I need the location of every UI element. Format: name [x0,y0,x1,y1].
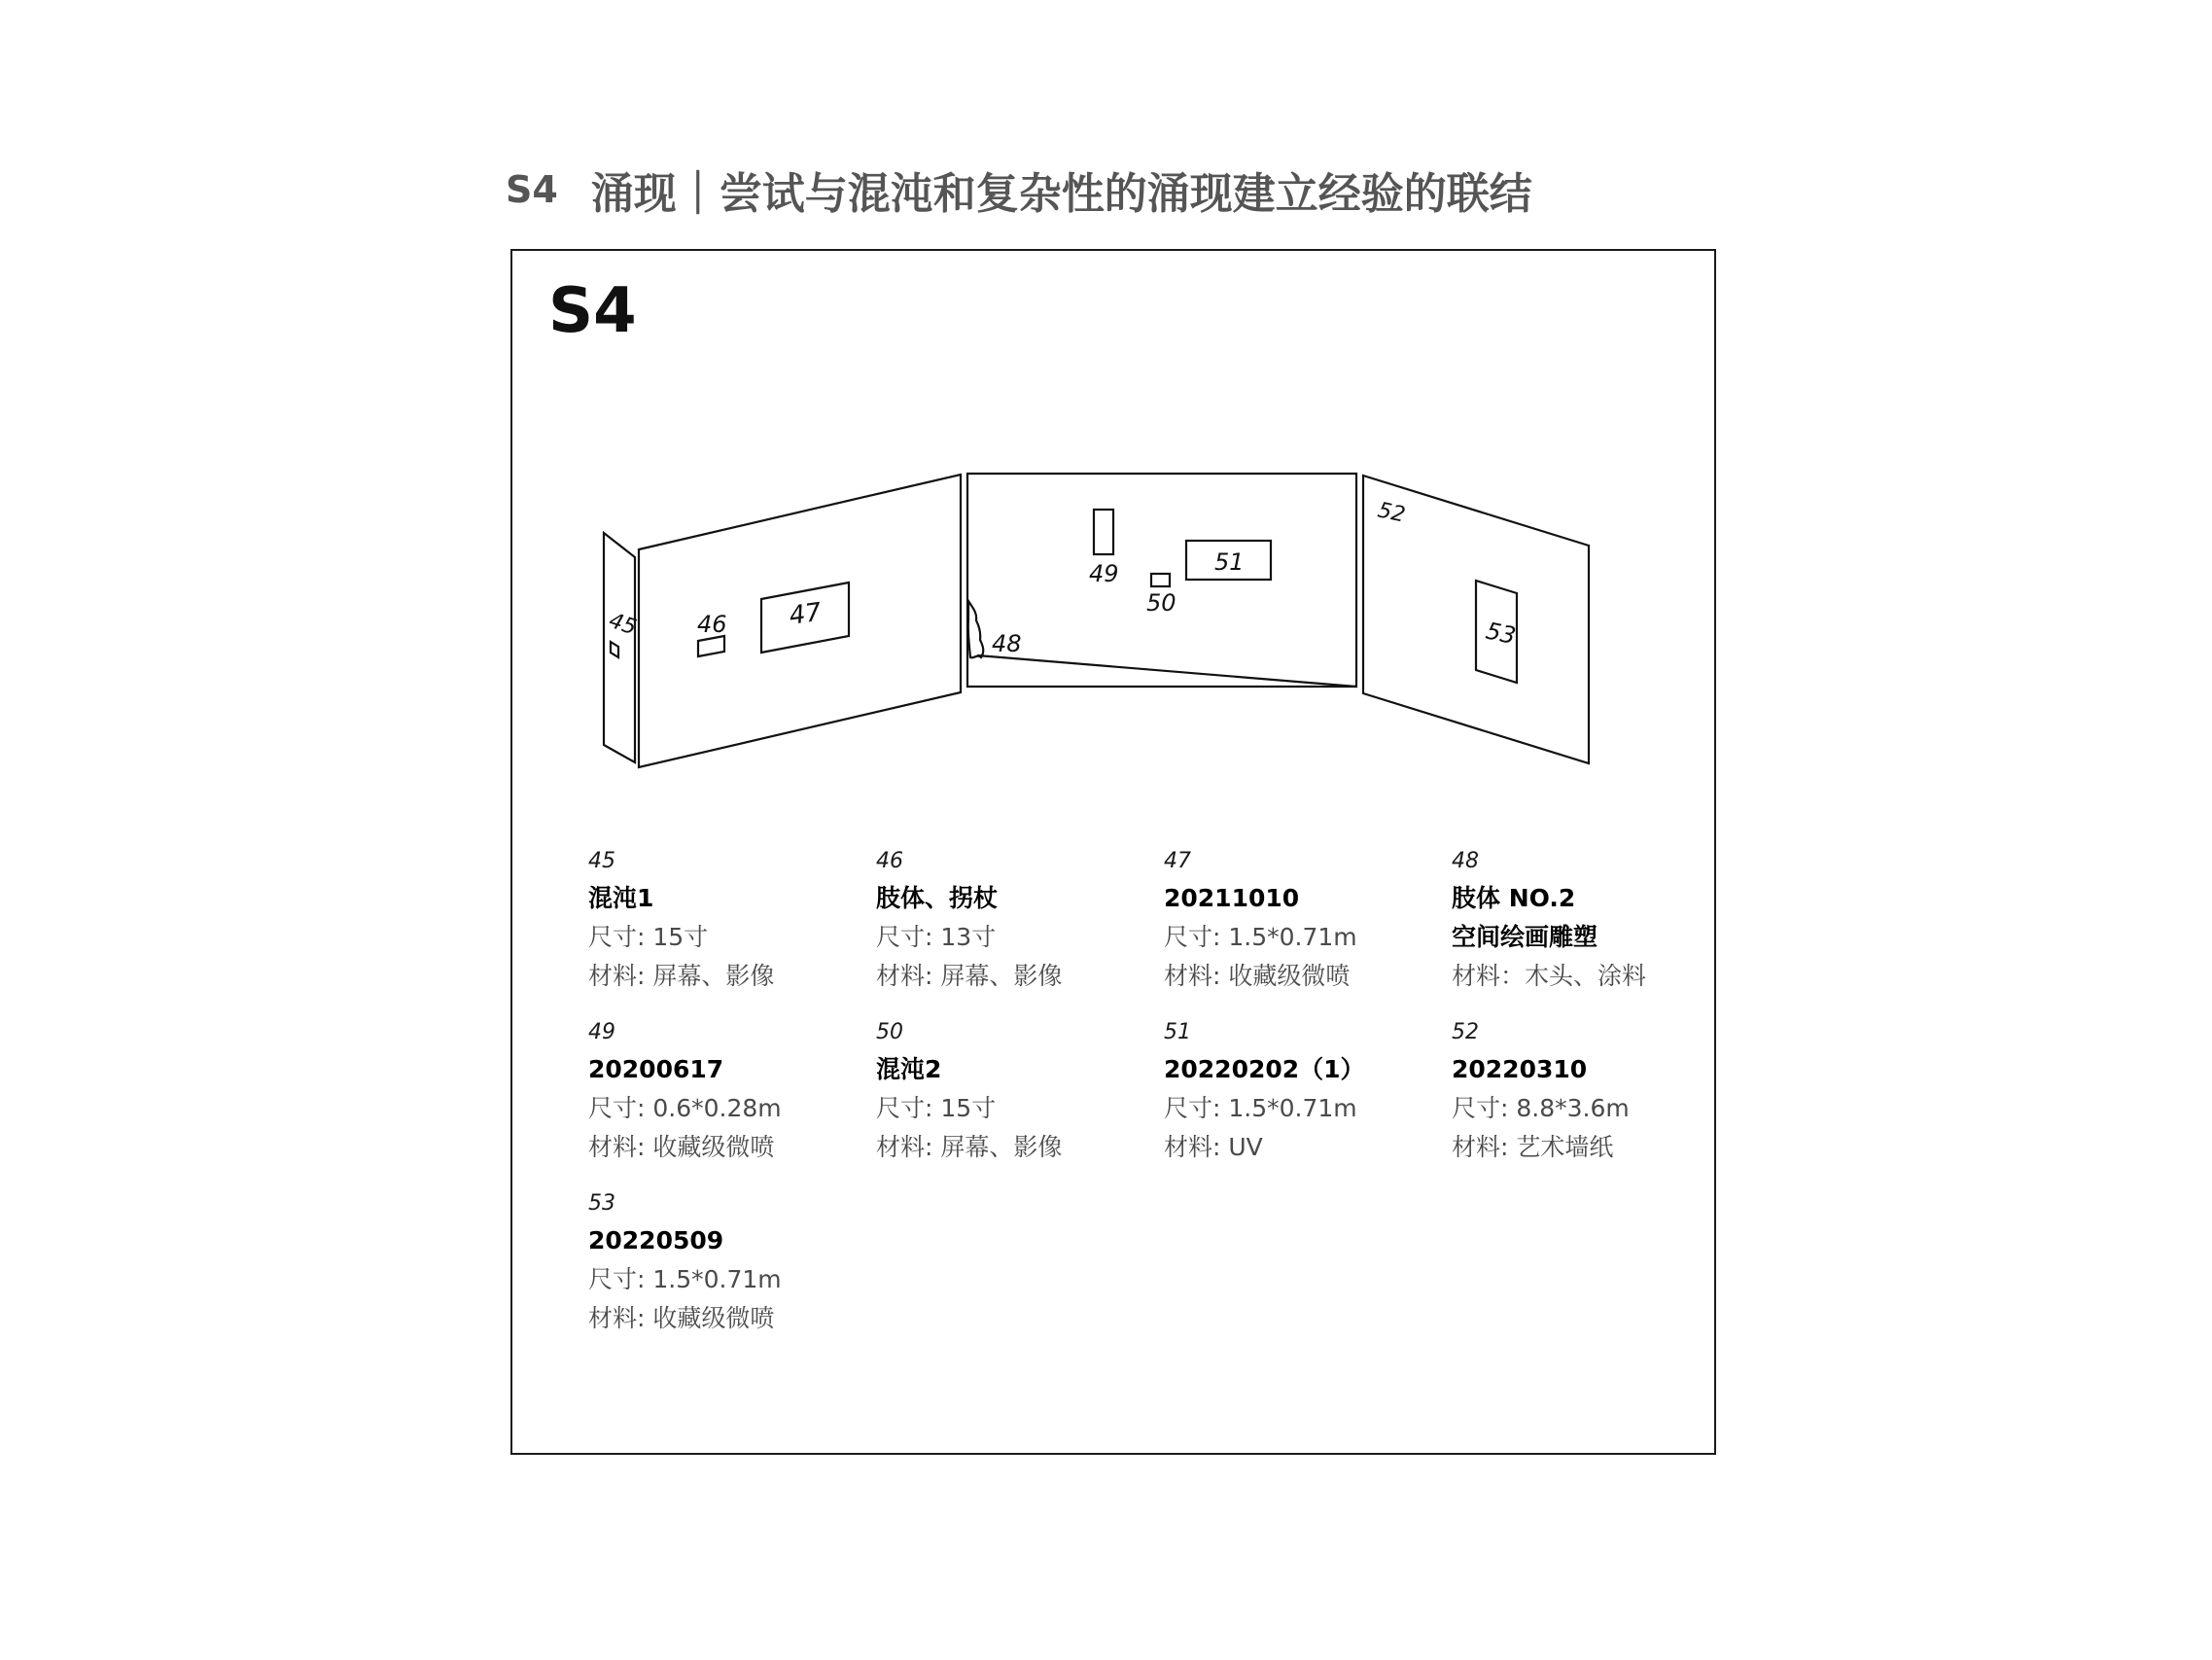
artwork-item-53 [588,1186,876,1338]
item-title: 20220310 [1452,1055,1588,1083]
item-number: 52 [1452,1020,1479,1044]
item-number: 46 [876,849,903,873]
sculpture-48-projection [977,655,1356,687]
item-title: 混沌2 [876,1055,942,1083]
wall-49-51 [967,474,1356,687]
plan-label-45: 45 [606,608,640,641]
artwork-item-52 [1452,1015,1716,1167]
plan-label-51: 51 [1214,548,1245,576]
item-size: 尺寸: 1.5*0.71m [588,1265,782,1293]
plan-label-52: 52 [1375,498,1408,528]
item-size: 尺寸: 8.8*3.6m [1452,1094,1630,1122]
item-number: 49 [588,1020,615,1044]
artwork-item-47 [1164,844,1452,996]
item-number: 48 [1452,849,1479,873]
item-material: 材料: 艺术墙纸 [1452,1133,1614,1161]
item-title: 肢体、拐杖 [876,884,999,912]
item-size: 尺寸: 1.5*0.71m [1164,923,1357,951]
artwork-list [588,844,1716,1338]
item-material: 材料: 屏幕、影像 [876,962,1063,990]
artwork-49 [1094,510,1113,554]
item-size: 尺寸: 0.6*0.28m [588,1094,782,1122]
item-size: 尺寸: 1.5*0.71m [1164,1094,1357,1122]
item-subtitle: 空间绘画雕塑 [1452,923,1598,951]
plan-label-46: 46 [697,611,727,638]
artwork-item-50 [876,1015,1164,1167]
item-material: 材料: 收藏级微喷 [588,1133,775,1161]
plan-label-49: 49 [1089,560,1119,587]
item-number: 45 [588,849,615,873]
item-size: 尺寸: 15寸 [588,923,709,951]
item-title: 20211010 [1164,884,1300,912]
plan-label-48: 48 [992,630,1022,657]
artwork-item-51 [1164,1015,1452,1167]
artwork-item-46 [876,844,1164,996]
artwork-45 [611,642,618,657]
item-material: 材料: 收藏级微喷 [588,1304,775,1332]
item-material: 材料：木头、涂料 [1452,962,1647,990]
artwork-item-49 [588,1015,876,1167]
artwork-item-48 [1452,844,1716,996]
item-material: 材料: UV [1164,1133,1263,1161]
item-number: 47 [1164,849,1191,873]
item-number: 53 [588,1191,615,1216]
item-size: 尺寸: 15寸 [876,1094,997,1122]
item-material: 材料: 屏幕、影像 [876,1133,1063,1161]
page-title: 涌现｜尝试与混沌和复杂性的涌现建立经验的联结 [590,169,1532,219]
artwork-46 [698,636,724,656]
artwork-item-45 [588,844,876,996]
item-material: 材料: 收藏级微喷 [1164,962,1351,990]
plan-label-53: 53 [1483,617,1519,651]
item-title: 20220509 [588,1226,724,1254]
item-size: 尺寸: 13寸 [876,923,997,951]
item-title: 20220202（1） [1164,1055,1365,1083]
plan-label-50: 50 [1146,589,1176,617]
plan-label-47: 47 [787,597,824,631]
item-number: 51 [1164,1020,1191,1044]
floor-plan-diagram [512,251,1718,834]
artwork-50 [1151,574,1170,586]
item-number: 50 [876,1020,903,1044]
item-title: 混沌1 [588,884,654,912]
item-material: 材料: 屏幕、影像 [588,962,775,990]
exhibition-frame [510,249,1716,1455]
page-heading [506,156,1532,224]
item-title: 肢体 NO.2 [1452,884,1576,912]
sculpture-48-figure [968,601,984,657]
section-code: S4 [506,168,558,211]
section-label: S4 [548,275,637,347]
item-title: 20200617 [588,1055,724,1083]
